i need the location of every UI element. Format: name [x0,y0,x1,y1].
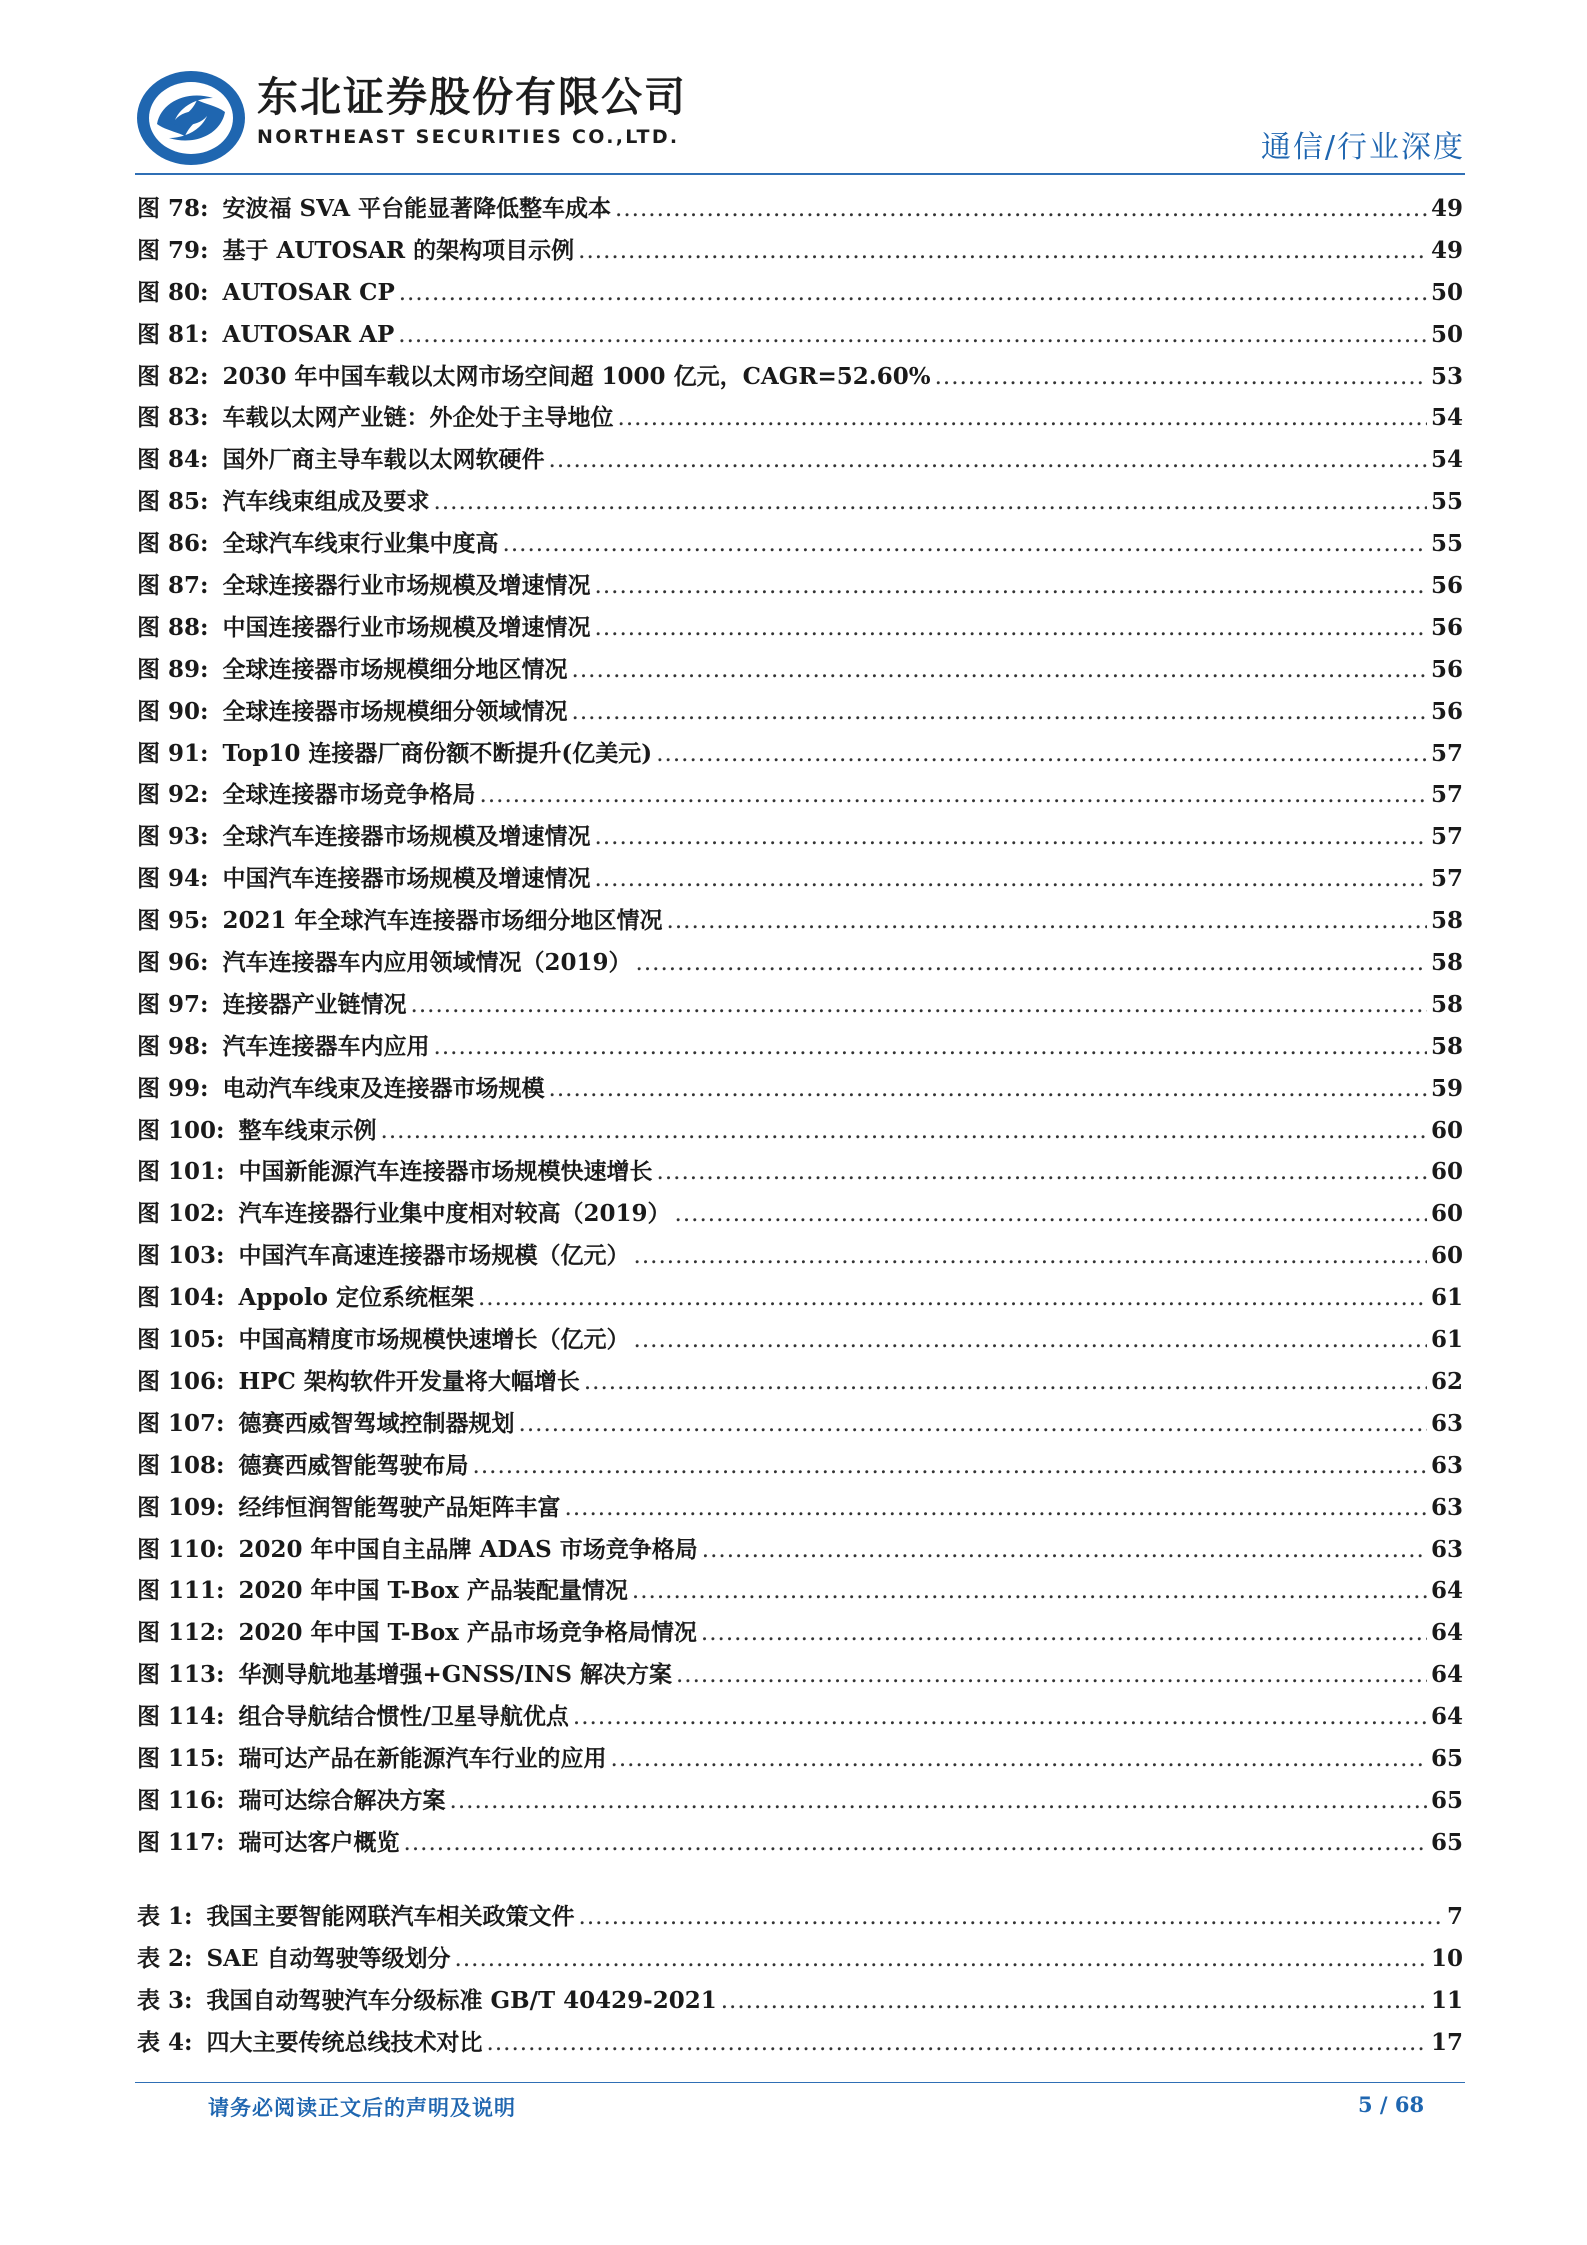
toc-entry-title: AUTOSAR CP [222,278,395,306]
toc-entry-label: 图 115: [137,1744,225,1772]
toc-entry-title: SAE 自动驾驶等级划分 [206,1945,451,1972]
toc-entry-title: 中国连接器行业市场规模及增速情况 [222,613,591,641]
toc-entry[interactable] [137,1028,1463,1070]
toc-entry[interactable] [137,358,1463,400]
toc-entry-page: 65 [1430,1786,1463,1814]
toc-entry-title: 全球汽车线束行业集中度高 [222,530,499,558]
toc-entry-label: 表 3: [137,1987,193,2014]
toc-leader-dots [667,908,1427,934]
toc-entry-title: 中国汽车高速连接器市场规模（亿元） [238,1242,630,1270]
toc-leader-dots [549,1076,1427,1102]
toc-entry-title: 四大主要传统总线技术对比 [206,2029,483,2056]
toc-entry[interactable] [137,1531,1463,1573]
toc-entry-page: 50 [1430,278,1463,306]
toc-leader-dots [404,1830,1427,1856]
toc-entry-title: 全球连接器市场规模细分领域情况 [222,697,568,725]
toc-entry[interactable] [137,651,1463,693]
toc-entry[interactable] [137,232,1463,274]
toc-entry-label: 图 99: [137,1074,209,1102]
toc-entry-title: 瑞可达产品在新能源汽车行业的应用 [238,1744,607,1772]
toc-entry-label: 图 80: [137,278,209,306]
page-header [135,68,1465,168]
toc-leader-dots [503,531,1427,557]
toc-entry-page: 60 [1430,1242,1463,1270]
toc-entry-page: 10 [1430,1945,1463,1972]
toc-entry[interactable] [137,567,1463,609]
toc-leader-dots [381,1118,1427,1144]
toc-leader-dots [450,1788,1427,1814]
toc-entry[interactable] [137,274,1463,316]
toc-entry-title: AUTOSAR AP [222,320,395,348]
toc-entry-page: 60 [1430,1158,1463,1186]
toc-entry-label: 图 109: [137,1493,225,1521]
toc-entry-label: 图 81: [137,320,209,348]
toc-leader-dots [572,657,1427,683]
toc-entry-label: 图 107: [137,1409,225,1437]
toc-entry-page: 58 [1430,1032,1463,1060]
toc-leader-dots [473,1453,1427,1479]
toc-entry-page: 57 [1430,739,1463,767]
toc-leader-dots [487,2030,1427,2056]
toc-entry-page: 56 [1430,697,1463,725]
toc-entry-label: 图 84: [137,446,209,474]
toc-entry-title: 国外厂商主导车载以太网软硬件 [222,446,545,474]
toc-entry[interactable] [137,1824,1463,1866]
toc-entry-page: 63 [1430,1535,1463,1563]
toc-entry-page: 61 [1430,1284,1463,1312]
footer-divider [135,2082,1465,2083]
toc-entry-title: 车载以太网产业链：外企处于主导地位 [222,404,614,432]
toc-entry-title: 经纬恒润智能驾驶产品矩阵丰富 [238,1493,561,1521]
toc-entry-label: 图 103: [137,1242,225,1270]
toc-leader-dots [595,615,1427,641]
toc-entry-title: Appolo 定位系统框架 [238,1284,474,1312]
toc-entry-title: 汽车连接器行业集中度相对较高（2019） [238,1200,671,1228]
toc-entry-title: 2020 年中国 T-Box 产品市场竞争格局情况 [238,1619,697,1647]
toc-entry[interactable] [137,1982,1463,2024]
toc-entry-page: 61 [1430,1326,1463,1354]
toc-leader-dots [399,280,1427,306]
toc-entry-page: 60 [1430,1116,1463,1144]
toc-leader-dots [675,1201,1427,1227]
toc-entry-page: 58 [1430,907,1463,935]
toc-entry[interactable] [137,1195,1463,1237]
toc-entry[interactable] [137,1656,1463,1698]
toc-entry-label: 图 110: [137,1535,225,1563]
header-divider [135,173,1465,175]
toc-leader-dots [480,782,1427,808]
report-category: 通信/行业深度 [1260,130,1465,165]
toc-entry-title: 2030 年中国车载以太网市场空间超 1000 亿元，CAGR=52.60% [222,362,931,390]
toc-leader-dots [634,1243,1427,1269]
toc-entry-label: 图 85: [137,488,209,516]
toc-entry-title: 电动汽车线束及连接器市场规模 [222,1074,545,1102]
toc-entry-page: 62 [1430,1367,1463,1395]
toc-entry-title: 华测导航地基增强+GNSS/INS 解决方案 [238,1661,672,1689]
toc-entry-label: 图 97: [137,990,209,1018]
toc-entry-page: 17 [1430,2029,1463,2056]
toc-entry[interactable] [137,1940,1463,1982]
toc-entry-label: 图 100: [137,1116,225,1144]
toc-entry[interactable] [137,1698,1463,1740]
toc-entry[interactable] [137,190,1463,232]
company-name [257,74,687,149]
toc-entry-page: 65 [1430,1744,1463,1772]
toc-entry[interactable] [137,1614,1463,1656]
toc-entry[interactable] [137,1447,1463,1489]
toc-entry-label: 图 96: [137,949,209,977]
toc-entry[interactable] [137,2024,1463,2066]
toc-entry-label: 图 113: [137,1661,225,1689]
table-index [137,1898,1463,2066]
toc-entry-page: 57 [1430,823,1463,851]
toc-entry[interactable] [137,860,1463,902]
toc-entry-page: 55 [1430,488,1463,516]
toc-leader-dots [611,1746,1427,1772]
toc-entry-page: 56 [1430,572,1463,600]
toc-entry[interactable] [137,441,1463,483]
toc-entry-title: 瑞可达综合解决方案 [238,1786,446,1814]
toc-entry-title: 2020 年中国自主品牌 ADAS 市场竞争格局 [238,1535,698,1563]
toc-entry[interactable] [137,944,1463,986]
toc-entry[interactable] [137,986,1463,1028]
toc-leader-dots [434,1034,1427,1060]
toc-entry-label: 图 90: [137,697,209,725]
toc-entry-title: 我国自动驾驶汽车分级标准 GB/T 40429-2021 [206,1987,717,2014]
toc-entry-title: 瑞可达客户概览 [238,1828,400,1856]
toc-entry-title: 汽车线束组成及要求 [222,488,430,516]
toc-entry-page: 49 [1430,195,1463,222]
toc-entry-label: 图 82: [137,362,209,390]
toc-leader-dots [935,364,1427,390]
toc-entry[interactable] [137,735,1463,777]
toc-leader-dots [478,1285,1427,1311]
toc-entry[interactable] [137,902,1463,944]
toc-entry-label: 图 116: [137,1786,225,1814]
toc-entry-page: 63 [1430,1493,1463,1521]
toc-entry[interactable] [137,399,1463,441]
toc-entry[interactable] [137,1112,1463,1154]
company-name-en: NORTHEAST SECURITIES CO.,LTD. [257,126,680,148]
toc-entry[interactable] [137,1321,1463,1363]
toc-entry-page: 59 [1430,1074,1463,1102]
toc-entry-page: 64 [1430,1619,1463,1647]
toc-entry-title: 2021 年全球汽车连接器市场细分地区情况 [222,907,663,935]
toc-entry-title: 全球连接器市场规模细分地区情况 [222,655,568,683]
toc-entry-title: 整车线束示例 [238,1116,377,1144]
toc-entry-label: 图 111: [137,1577,225,1605]
toc-entry-title: 组合导航结合惯性/卫星导航优点 [238,1703,569,1731]
toc-entry-page: 55 [1430,530,1463,558]
toc-entry-title: 全球连接器市场竞争格局 [222,781,476,809]
toc-entry-page: 63 [1430,1409,1463,1437]
toc-entry-label: 图 89: [137,655,209,683]
toc-leader-dots [656,741,1427,767]
toc-entry[interactable] [137,1237,1463,1279]
toc-leader-dots [398,322,1427,348]
toc-entry-label: 图 101: [137,1158,225,1186]
toc-entry-page: 64 [1430,1577,1463,1605]
toc-entry-title: 德赛西威智能驾驶布局 [238,1451,469,1479]
toc-entry[interactable] [137,1405,1463,1447]
toc-leader-dots [595,573,1427,599]
toc-entry[interactable] [137,1782,1463,1824]
toc-entry-label: 图 117: [137,1828,225,1856]
toc-entry[interactable] [137,1363,1463,1405]
toc-entry-title: Top10 连接器厂商份额不断提升(亿美元) [222,739,653,767]
toc-entry-label: 图 104: [137,1284,225,1312]
toc-entry[interactable] [137,818,1463,860]
toc-entry[interactable] [137,316,1463,358]
toc-entry-label: 图 92: [137,781,209,809]
toc-leader-dots [595,866,1427,892]
toc-leader-dots [565,1495,1427,1521]
toc-entry-label: 图 93: [137,823,209,851]
toc-leader-dots [572,699,1427,725]
toc-entry-label: 表 2: [137,1945,193,1972]
toc-entry-label: 图 88: [137,613,209,641]
toc-entry-page: 63 [1430,1451,1463,1479]
footer-disclaimer: 请务必阅读正文后的声明及说明 [208,2095,516,2120]
toc-entry-label: 图 94: [137,865,209,893]
figure-index [137,190,1463,1866]
toc-entry-label: 图 86: [137,530,209,558]
toc-entry-title: 全球连接器行业市场规模及增速情况 [222,572,591,600]
toc-leader-dots [701,1620,1427,1646]
toc-entry-label: 表 4: [137,2029,193,2056]
toc-leader-dots [434,489,1427,515]
toc-entry-page: 64 [1430,1661,1463,1689]
toc-entry-label: 图 108: [137,1451,225,1479]
toc-leader-dots [573,1704,1427,1730]
toc-entry-page: 7 [1446,1903,1463,1930]
toc-entry-page: 49 [1430,236,1463,264]
toc-leader-dots [702,1537,1427,1563]
toc-entry[interactable] [137,1740,1463,1782]
toc-leader-dots [676,1662,1427,1688]
toc-leader-dots [578,238,1427,264]
toc-entry-title: 中国新能源汽车连接器市场规模快速增长 [238,1158,653,1186]
toc-entry[interactable] [137,776,1463,818]
toc-entry[interactable] [137,1572,1463,1614]
toc-entry-page: 57 [1430,781,1463,809]
company-name-cn: 东北证券股份有限公司 [257,73,687,121]
toc-entry-label: 图 83: [137,404,209,432]
toc-entry-page: 57 [1430,865,1463,893]
footer-page-number: 5 / 68 [1358,2092,1425,2117]
toc-entry-title: 连接器产业链情况 [222,990,407,1018]
toc-entry-page: 56 [1430,613,1463,641]
toc-entry-page: 54 [1430,404,1463,432]
toc-leader-dots [721,1988,1427,2014]
toc-leader-dots [455,1946,1427,1972]
toc-entry-label: 图 91: [137,739,209,767]
toc-entry[interactable] [137,1279,1463,1321]
toc-leader-dots [632,1578,1427,1604]
toc-entry-page: 65 [1430,1828,1463,1856]
toc-entry-label: 图 98: [137,1032,209,1060]
toc-entry[interactable] [137,1153,1463,1195]
toc-entry-label: 图 78: [137,195,209,222]
toc-leader-dots [657,1159,1427,1185]
toc-leader-dots [615,196,1427,222]
toc-entry-label: 图 87: [137,572,209,600]
toc-entry-page: 58 [1430,990,1463,1018]
toc-entry[interactable] [137,693,1463,735]
toc-entry-label: 图 112: [137,1619,225,1647]
toc-entry-label: 图 102: [137,1200,225,1228]
toc-entry-page: 64 [1430,1703,1463,1731]
toc-leader-dots [411,992,1427,1018]
toc-entry-title: 我国主要智能网联汽车相关政策文件 [206,1903,575,1930]
toc-entry-title: HPC 架构软件开发量将大幅增长 [238,1367,580,1395]
toc-entry-page: 56 [1430,655,1463,683]
toc-entry-page: 11 [1430,1987,1463,2014]
toc-leader-dots [636,950,1427,976]
toc-entry-title: 2020 年中国 T-Box 产品装配量情况 [238,1577,628,1605]
toc-entry[interactable] [137,1489,1463,1531]
toc-entry[interactable] [137,1898,1463,1940]
toc-entry-label: 图 79: [137,236,209,264]
toc-leader-dots [618,405,1427,431]
toc-entry-title: 汽车连接器车内应用领域情况（2019） [222,949,632,977]
toc-leader-dots [519,1411,1427,1437]
toc-leader-dots [595,824,1427,850]
toc-entry-label: 图 106: [137,1367,225,1395]
toc-entry-page: 53 [1430,362,1463,390]
toc-entry-title: 中国高精度市场规模快速增长（亿元） [238,1326,630,1354]
northeast-securities-logo-icon [135,68,247,168]
toc-entry-title: 中国汽车连接器市场规模及增速情况 [222,865,591,893]
toc-leader-dots [584,1369,1427,1395]
toc-entry-title: 全球汽车连接器市场规模及增速情况 [222,823,591,851]
toc-entry-title: 安波福 SVA 平台能显著降低整车成本 [222,195,612,222]
toc-leader-dots [549,447,1427,473]
toc-entry-label: 图 114: [137,1703,225,1731]
toc-entry[interactable] [137,609,1463,651]
toc-entry-title: 汽车连接器车内应用 [222,1032,430,1060]
toc-entry-page: 58 [1430,949,1463,977]
toc-entry-page: 60 [1430,1200,1463,1228]
toc-entry-page: 50 [1430,320,1463,348]
toc-entry-page: 54 [1430,446,1463,474]
toc-leader-dots [579,1904,1443,1930]
toc-entry-label: 表 1: [137,1903,193,1930]
toc-entry[interactable] [137,1070,1463,1112]
toc-entry-title: 基于 AUTOSAR 的架构项目示例 [222,236,575,264]
toc-entry[interactable] [137,483,1463,525]
toc-entry-label: 图 105: [137,1326,225,1354]
toc-entry-label: 图 95: [137,907,209,935]
toc-leader-dots [634,1327,1427,1353]
toc-entry-title: 德赛西威智驾域控制器规划 [238,1409,515,1437]
toc-entry[interactable] [137,525,1463,567]
